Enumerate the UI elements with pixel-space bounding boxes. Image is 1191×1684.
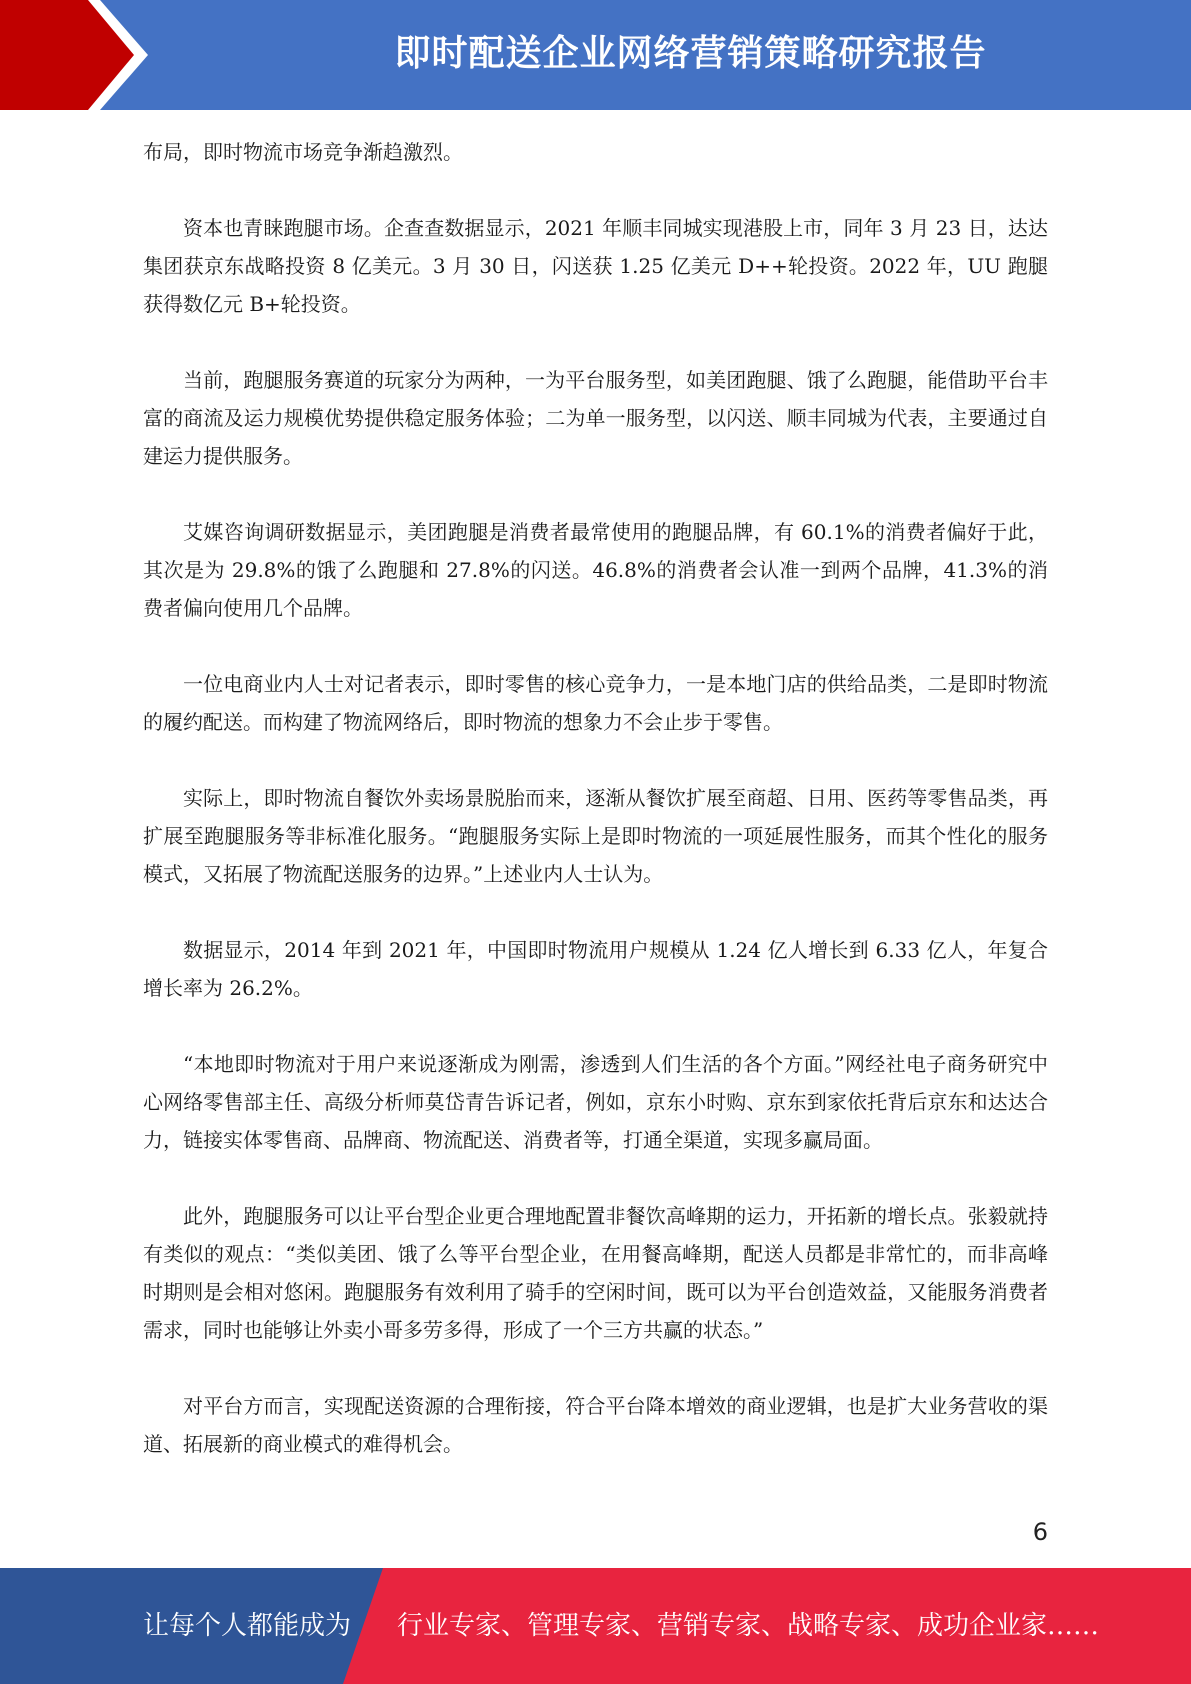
- paragraph: 实际上，即时物流自餐饮外卖场景脱胎而来，逐渐从餐饮扩展至商超、日用、医药等零售品类，再扩展至跑腿服务等非标准化服务。“跑腿服务实际上是即时物流的一项延展性服务，而其个性化的服务模式，又拓展了物流配送服务的边界。”上述业内人士认为。: [143, 786, 1048, 886]
- page-number: 6: [1032, 1518, 1048, 1546]
- paragraph: 艾媒咨询调研数据显示，美团跑腿是消费者最常使用的跑腿品牌，有 60.1%的消费者偏好于此，其次是为 29.8%的饿了么跑腿和 27.8%的闪送。46.8%的消费者会认准一到两个品牌，41.3%的消费者偏向使用几个品牌。: [143, 520, 1048, 620]
- page-footer: [0, 1568, 1191, 1684]
- paragraph: 一位电商业内人士对记者表示，即时零售的核心竞争力，一是本地门店的供给品类，二是即时物流的履约配送。而构建了物流网络后，即时物流的想象力不会止步于零售。: [143, 672, 1048, 734]
- paragraph: 资本也青睐跑腿市场。企查查数据显示，2021 年顺丰同城实现港股上市，同年 3 月 23 日，达达集团获京东战略投资 8 亿美元。3 月 30 日，闪送获 1.25 亿美元 D++轮投资。2022 年，UU 跑腿获得数亿元 B+轮投资。: [143, 216, 1048, 316]
- header-chevron-icon: [0, 0, 160, 110]
- paragraph: 对平台方而言，实现配送资源的合理衔接，符合平台降本增效的商业逻辑，也是扩大业务营收的渠道、拓展新的商业模式的难得机会。: [143, 1394, 1048, 1456]
- footer-slogan-left: 让每个人都能成为: [143, 1611, 352, 1641]
- paragraph: 当前，跑腿服务赛道的玩家分为两种，一为平台服务型，如美团跑腿、饿了么跑腿，能借助平台丰富的商流及运力规模优势提供稳定服务体验；二为单一服务型，以闪送、顺丰同城为代表，主要通过自建运力提供服务。: [143, 368, 1048, 468]
- footer-slogan-right: 行业专家、管理专家、营销专家、战略专家、成功企业家……: [397, 1611, 1100, 1641]
- paragraph: 数据显示，2014 年到 2021 年，中国即时物流用户规模从 1.24 亿人增长到 6.33 亿人，年复合增长率为 26.2%。: [143, 938, 1048, 1000]
- paragraph: 布局，即时物流市场竞争渐趋激烈。: [143, 140, 463, 164]
- page-header: [0, 0, 1191, 110]
- document-title: 即时配送企业网络营销策略研究报告: [394, 33, 987, 74]
- paragraph: “本地即时物流对于用户来说逐渐成为刚需，渗透到人们生活的各个方面。”网经社电子商务研究中心网络零售部主任、高级分析师莫岱青告诉记者，例如，京东小时购、京东到家依托背后京东和达达合力，链接实体零售商、品牌商、物流配送、消费者等，打通全渠道，实现多赢局面。: [143, 1052, 1048, 1152]
- paragraph: 此外，跑腿服务可以让平台型企业更合理地配置非餐饮高峰期的运力，开拓新的增长点。张毅就持有类似的观点：“类似美团、饿了么等平台型企业，在用餐高峰期，配送人员都是非常忙的，而非高峰时期则是会相对悠闲。跑腿服务有效利用了骑手的空闲时间，既可以为平台创造效益，又能服务消费者需求，同时也能够让外卖小哥多劳多得，形成了一个三方共赢的状态。”: [143, 1204, 1048, 1342]
- article-body: [143, 133, 1048, 1501]
